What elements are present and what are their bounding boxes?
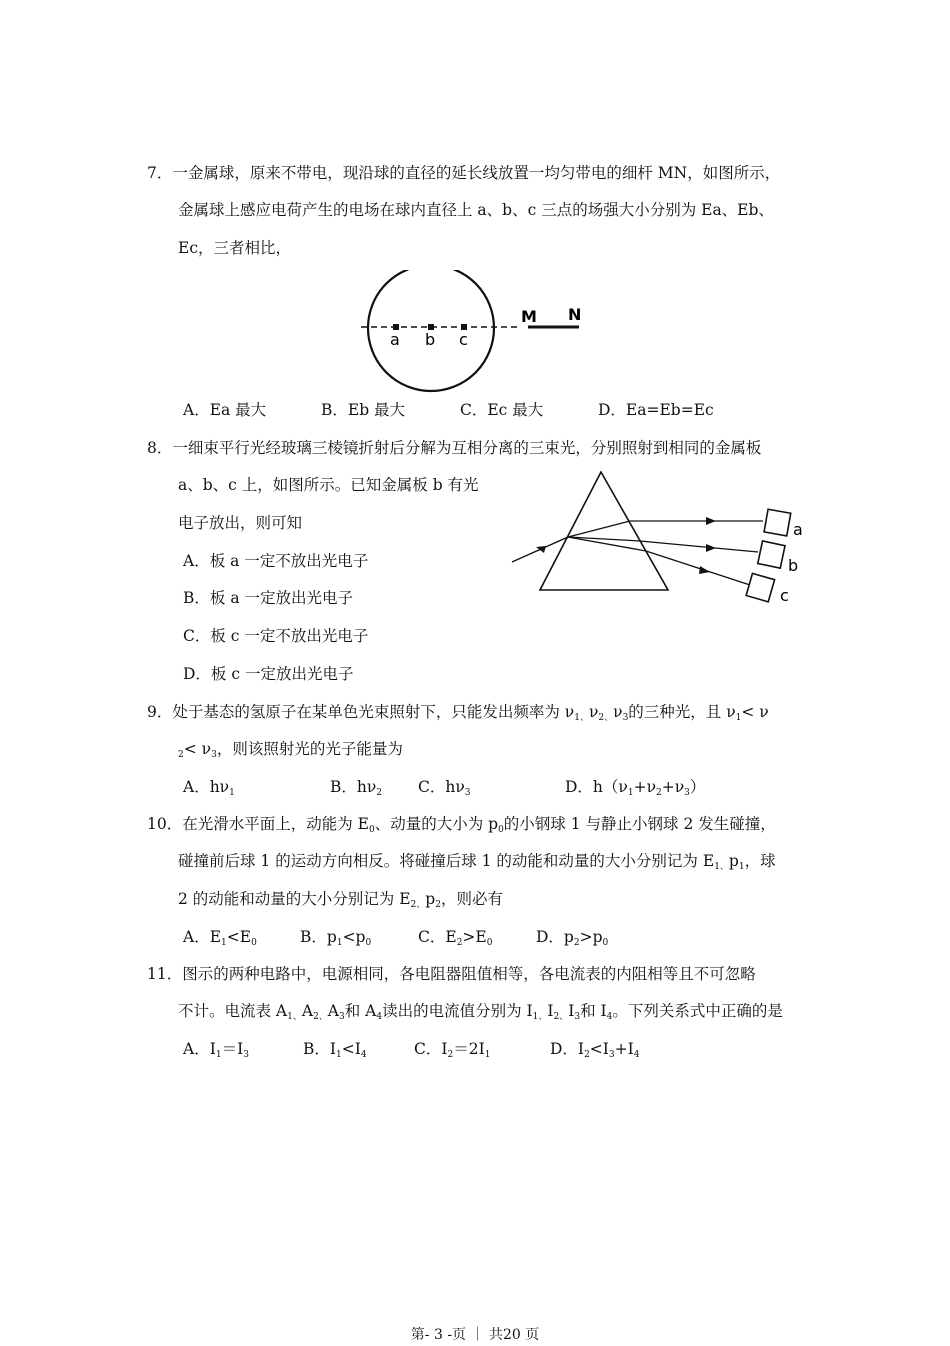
- label-c: c: [459, 330, 468, 349]
- q10-option-c: C．$E_2>E_0$: [418, 928, 493, 948]
- q7-line1: 7．一金属球，原来不带电，现沿球的直径的延长线放置一均匀带电的细杆 MN，如图所示，: [147, 164, 781, 182]
- ray-a-arrow: [706, 517, 716, 525]
- label-m: M: [521, 307, 537, 326]
- q8-option-c: C．板 c 一定不放出光电子: [183, 627, 369, 645]
- ray-c-arrow: [699, 566, 710, 574]
- q9-option-b: B．$h\nu_2$: [330, 778, 383, 798]
- q9-option-c: C．$h\nu_3$: [418, 778, 471, 798]
- q8-line3: 电子放出，则可知: [178, 514, 303, 532]
- q7-line3: Ec，三者相比，: [178, 239, 291, 257]
- q9-line2: $_2< \nu_3$，则该照射光的光子能量为: [178, 740, 403, 760]
- q10-line2: 碰撞前后球 1 的运动方向相反。将碰撞后球 1 的动能和动量的大小分别记为 $E_{1、}p_1$，球: [178, 852, 776, 872]
- q8-line2: a、b、c 上，如图所示。已知金属板 b 有光: [178, 476, 479, 494]
- q10-line1: 10．在光滑水平面上，动能为 $E_0$、动量的大小为 $p_0$的小钢球 1 与静止小钢球 2 发生碰撞，: [147, 815, 776, 835]
- q10-option-a: A．$E_1<E_0$: [183, 928, 257, 948]
- q7-line2: 金属球上感应电荷产生的电场在球内直径上 a、b、c 三点的场强大小分别为 Ea、Eb、: [178, 201, 774, 219]
- q8-line1: 8．一细束平行光经玻璃三棱镜折射后分解为互相分离的三束光，分别照射到相同的金属板: [147, 439, 762, 457]
- ray-a-inside: [568, 521, 630, 537]
- q10-option-b: B．$p_1<p_0$: [300, 928, 372, 948]
- q7-option-b: B．Eb 最大: [321, 401, 406, 419]
- q8-prism-figure: [508, 468, 818, 608]
- plate-label-b: b: [788, 556, 799, 575]
- q7-option-c: C．Ec 最大: [460, 401, 544, 419]
- q11-option-d: D．$I_2<I_3+I_4$: [550, 1040, 640, 1060]
- q7-option-a: A．Ea 最大: [183, 401, 267, 419]
- ray-b-arrow: [706, 544, 716, 552]
- q7-option-d: D．Ea=Eb=Ec: [598, 401, 714, 419]
- label-n: N: [568, 305, 582, 324]
- page-footer: 第- 3 -页 ｜ 共20 页: [410, 1327, 540, 1343]
- plate-label-a: a: [793, 520, 803, 539]
- plate-a: [764, 509, 791, 536]
- incident-arrow: [536, 546, 546, 553]
- q10-option-d: D．$p_2>p_0$: [536, 928, 609, 948]
- q9-line1: 9．处于基态的氢原子在某单色光束照射下，只能发出频率为 $\nu_{1、}\nu_{2、}\nu_3$的三种光，且 $\nu_1< \nu$: [147, 703, 769, 723]
- plate-c: [746, 573, 774, 601]
- q11-option-c: C．$I_2=2I_1$: [414, 1040, 491, 1060]
- q11-option-b: B．$I_1<I_4$: [303, 1040, 367, 1060]
- q9-option-d: D．$h(\nu_1+\nu_2+\nu_3)$: [565, 778, 706, 798]
- q10-line3: 2 的动能和动量的大小分别记为 $E_{2、}p_2$，则必有: [178, 890, 503, 910]
- glass-prism: [540, 472, 668, 590]
- q11-line2: 不计。电流表 $A_{1、}A_{2、}A_3$和 $A_4$读出的电流值分别为 $I_{1、}I_{2、}I_3$和 $I_4$。下列关系式中正确的是: [178, 1002, 783, 1022]
- q7-sphere-figure: [355, 270, 595, 395]
- q8-option-a: A．板 a 一定不放出光电子: [183, 552, 369, 570]
- ray-b-out: [640, 541, 758, 552]
- plate-b: [758, 541, 785, 568]
- label-b: b: [425, 330, 436, 349]
- q11-option-a: A．$I_1=I_3$: [183, 1040, 249, 1060]
- plate-label-c: c: [780, 586, 789, 605]
- q11-line1: 11．图示的两种电路中，电源相同，各电阻器阻值相等，各电流表的内阻相等且不可忽略: [147, 965, 756, 983]
- q8-option-d: D．板 c 一定放出光电子: [183, 665, 354, 683]
- q9-option-a: A．$h\nu_1$: [183, 778, 235, 798]
- label-a: a: [390, 330, 400, 349]
- q8-option-b: B．板 a 一定放出光电子: [183, 589, 353, 607]
